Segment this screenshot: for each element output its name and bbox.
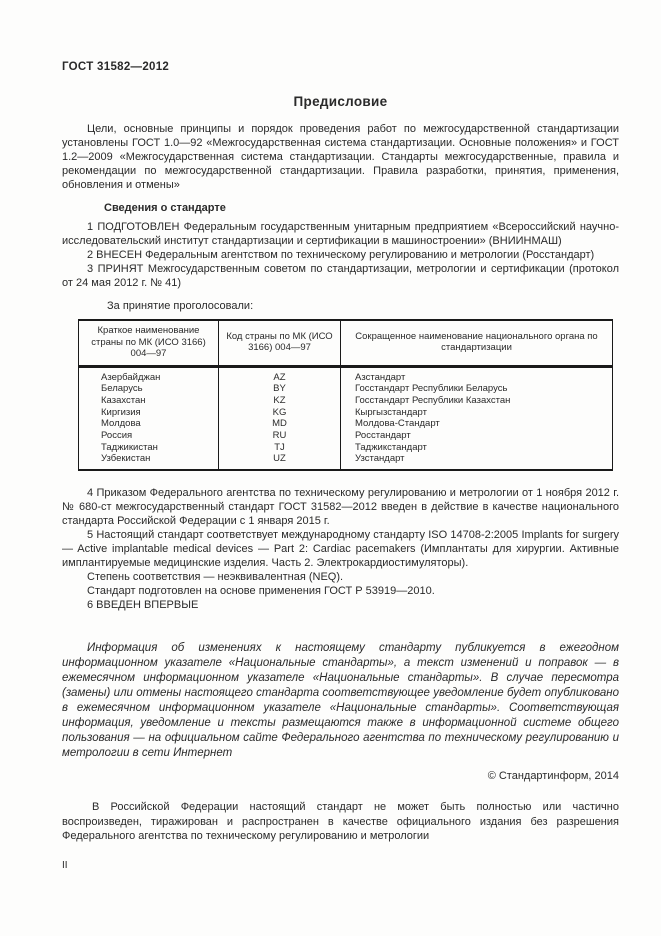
standard-item-6: 6 ВВЕДЕН ВПЕРВЫЕ — [87, 599, 199, 612]
table-cell: Казахстан — [79, 395, 219, 407]
table-cell: KG — [219, 407, 341, 419]
table-cell: Таджикстандарт — [341, 442, 613, 454]
standard-info-heading: Сведения о стандарте — [104, 202, 226, 214]
page-number: II — [62, 859, 68, 871]
table-cell: AZ — [219, 366, 341, 383]
table-cell: Кыргызстандарт — [341, 407, 613, 419]
table-row — [79, 418, 613, 430]
table-row — [79, 430, 613, 442]
reproduction-notice: В Российской Федерации настоящий стандарт не может быть полностью или частично воспроизведен, тиражирован и распространен в качестве официального издания без разрешения Федерального агентства по техническому регулированию и метрологии — [62, 801, 619, 843]
standard-item-2: 2 ВНЕСЕН Федеральным агентством по техническому регулированию и метрологии (Росстандарт) — [87, 249, 595, 261]
table-row — [79, 395, 613, 407]
table-cell: Азстандарт — [341, 366, 613, 383]
table-row — [79, 383, 613, 395]
page-content — [62, 0, 619, 872]
basis-standard-line: Стандарт подготовлен на основе применения ГОСТ Р 53919—2010. — [87, 585, 435, 598]
table-row — [79, 453, 613, 470]
table-row — [79, 407, 613, 419]
table-cell: UZ — [219, 453, 341, 470]
table-header-country: Краткое наименование страны по МК (ИСО 3166) 004—97 — [79, 320, 219, 366]
table-header-national-body: Сокращенное наименование национального органа по стандартизации — [341, 320, 613, 366]
table-cell: RU — [219, 430, 341, 442]
table-row — [79, 366, 613, 383]
vote-table-body — [79, 366, 613, 470]
table-cell: BY — [219, 383, 341, 395]
doc-code: ГОСТ 31582—2012 — [62, 61, 170, 73]
change-notice: Информация об изменениях к настоящему стандарту публикуется в ежегодном информационном указателе «Национальные стандарты», а текст изменений и поправок — в ежемесячном информационном указателе «Национальные стандарты». В случае пересмотра (замены) или отмены настоящего стандарта соответствующее уведомление будет опубликовано в ежемесячном информационном указателе «Национальные стандарты». Соответствующая информация, уведомление и тексты размещаются также в информационной системе общего пользования — на официальном сайте Федерального агентства по техническому регулированию и метрологии в сети Интернет — [62, 642, 619, 760]
table-cell: Россия — [79, 430, 219, 442]
table-cell: Узстандарт — [341, 453, 613, 470]
standard-item-1: 1 ПОДГОТОВЛЕН Федеральным государственным унитарным предприятием «Всероссийский научно-исследовательский институт стандартизации и сертификации в машиностроении» (ВНИИНМАШ) — [62, 221, 619, 247]
table-cell: Росстандарт — [341, 430, 613, 442]
table-cell: Киргизия — [79, 407, 219, 419]
standard-item-3: 3 ПРИНЯТ Межгосударственным советом по стандартизации, метрологии и сертификации (протокол от 24 мая 2012 г. № 41) — [62, 263, 619, 289]
table-row — [79, 442, 613, 454]
standard-item-5: 5 Настоящий стандарт соответствует международному стандарту ISO 14708-2:2005 Implants for surgery — Active implantable medical devices — Part 2: Cardiac pacemakers (Имплантаты для хирургии. Активные имплантируемые медицинские изделия. Часть 2. Электрокардиостимуляторы). — [62, 529, 619, 570]
vote-table-header — [79, 320, 613, 366]
table-header-row — [79, 320, 613, 366]
table-cell: KZ — [219, 395, 341, 407]
intro-paragraph: Цели, основные принципы и порядок проведения работ по межгосударственной стандартизации установлены ГОСТ 1.0—92 «Межгосударственная система стандартизации. Основные положения» и ГОСТ 1.2—2009 «Межгосударственная система стандартизации. Стандарты межгосударственные, правила и рекомендации по межгосударственной стандартизации. Правила разработки, принятия, применения, обновления и отмены» — [62, 123, 619, 191]
copyright-line: © Стандартинформ, 2014 — [487, 770, 619, 783]
standard-item-4: 4 Приказом Федерального агентства по техническому регулированию и метрологии от 1 ноября 2012 г. № 680-ст межгосударственный стандарт ГОСТ 31582—2012 введен в действие в качестве национального стандарта Российской Федерации с 1 января 2015 г. — [62, 487, 619, 528]
table-cell: MD — [219, 418, 341, 430]
table-cell: Таджикистан — [79, 442, 219, 454]
table-cell: TJ — [219, 442, 341, 454]
table-cell: Госстандарт Республики Беларусь — [341, 383, 613, 395]
table-cell: Молдова-Стандарт — [341, 418, 613, 430]
table-header-country-code: Код страны по МК (ИСО 3166) 004—97 — [219, 320, 341, 366]
table-cell: Госстандарт Республики Казахстан — [341, 395, 613, 407]
table-cell: Молдова — [79, 418, 219, 430]
equivalence-degree-line: Степень соответствия — неэквивалентная (NEQ). — [87, 571, 344, 584]
table-cell: Беларусь — [79, 383, 219, 395]
table-cell: Азербайджан — [79, 366, 219, 383]
vote-table — [78, 319, 613, 471]
table-cell: Узбекистан — [79, 453, 219, 470]
page-title: Предисловие — [293, 94, 388, 109]
vote-caption: За принятие проголосовали: — [107, 300, 254, 312]
